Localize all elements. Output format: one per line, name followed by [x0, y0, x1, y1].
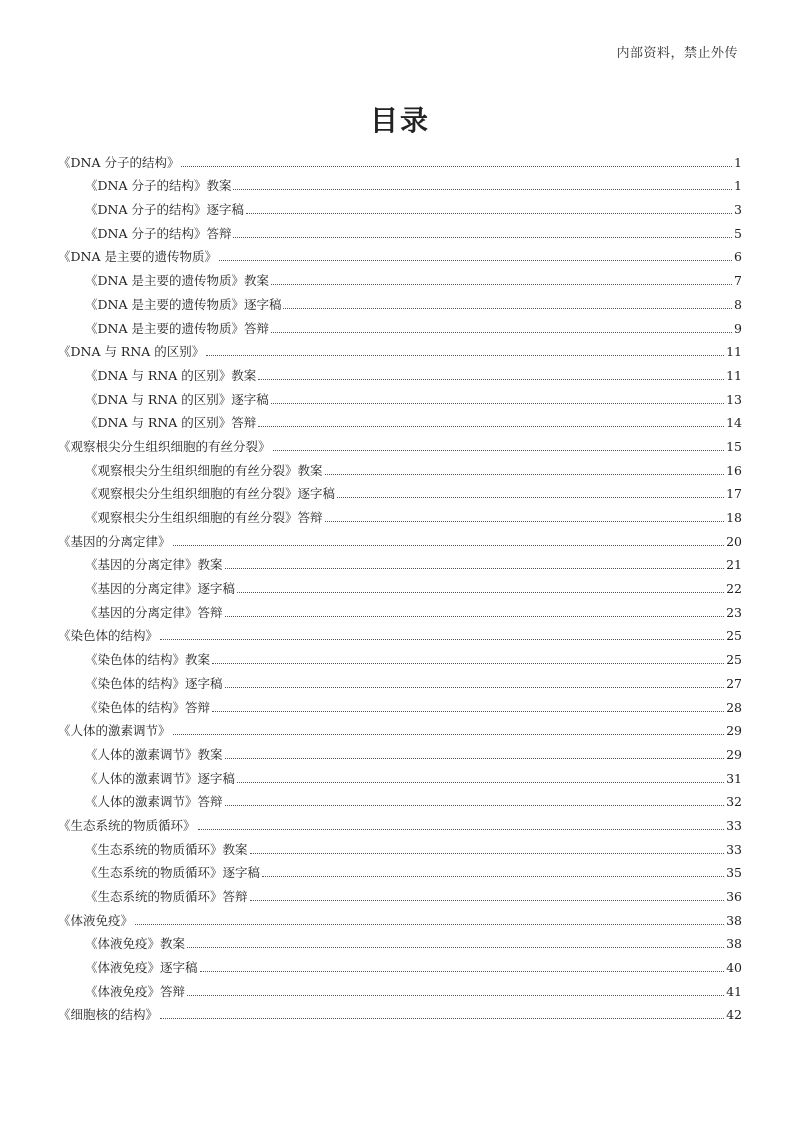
toc-entry-label: 《基因的分离定律》逐字稿	[85, 581, 236, 597]
toc-page-number: 3	[734, 202, 742, 218]
toc-dot-leader	[181, 166, 732, 167]
toc-dot-leader	[206, 355, 724, 356]
toc-dot-leader	[200, 971, 725, 972]
toc-page-number: 29	[726, 746, 742, 762]
toc-entry-label: 《DNA 与 RNA 的区别》答辩	[85, 415, 257, 431]
toc-entry-label: 《DNA 是主要的遗传物质》	[58, 249, 217, 265]
toc-entry-label: 《DNA 分子的结构》教案	[85, 178, 232, 194]
toc-page-number: 6	[734, 249, 742, 265]
toc-entry-label: 《生态系统的物质循环》答辩	[85, 889, 248, 904]
toc-subentry[interactable]	[58, 573, 742, 597]
toc-page-number: 5	[734, 225, 742, 241]
toc-page-number: 36	[726, 889, 742, 904]
toc-page-number: 18	[726, 510, 742, 525]
toc-entry-label: 《生态系统的物质循环》教案	[85, 841, 248, 857]
toc-subentry[interactable]	[58, 384, 742, 408]
toc-page-number: 38	[726, 912, 742, 928]
toc-page-number: 23	[726, 604, 742, 620]
toc-entry[interactable]	[58, 431, 742, 455]
toc-dot-leader	[237, 782, 724, 783]
toc-entry-label: 《观察根尖分生组织细胞的有丝分裂》逐字稿	[85, 486, 336, 502]
toc-entry[interactable]	[58, 147, 742, 171]
toc-entry-label: 《DNA 与 RNA 的区别》	[58, 344, 205, 360]
toc-page-number: 20	[726, 533, 742, 549]
toc-dot-leader	[173, 734, 725, 735]
toc-entry-label: 《染色体的结构》	[58, 628, 159, 644]
toc-page-number: 7	[734, 273, 742, 289]
toc-page-number: 31	[726, 770, 742, 786]
toc-entry-label: 《基因的分离定律》教案	[85, 557, 223, 573]
toc-subentry[interactable]	[58, 834, 742, 858]
toc-entry-label: 《人体的激素调节》	[58, 723, 171, 739]
toc-subentry[interactable]	[58, 550, 742, 574]
toc-page-number: 17	[726, 486, 742, 502]
toc-page-number: 35	[726, 865, 742, 881]
toc-entry[interactable]	[58, 621, 742, 645]
toc-entry-label: 《DNA 是主要的遗传物质》逐字稿	[85, 296, 282, 312]
toc-entry-label: 《体液免疫》答辩	[85, 983, 186, 999]
toc-subentry[interactable]	[58, 668, 742, 692]
toc-entry[interactable]	[58, 526, 742, 550]
toc-subentry[interactable]	[58, 265, 742, 289]
toc-page-number: 14	[726, 415, 742, 431]
toc-entry[interactable]	[58, 905, 742, 929]
toc-entry-label: 《观察根尖分生组织细胞的有丝分裂》	[58, 438, 271, 454]
toc-dot-leader	[246, 213, 732, 214]
toc-entry-label: 《染色体的结构》答辩	[85, 699, 211, 715]
toc-dot-leader	[325, 474, 725, 475]
toc-subentry[interactable]	[58, 313, 742, 337]
toc-entry-label: 《体液免疫》逐字稿	[85, 960, 198, 976]
toc-dot-leader	[258, 379, 724, 380]
toc-page-number: 25	[726, 628, 742, 644]
toc-entry[interactable]	[58, 716, 742, 740]
page-title: 目录	[369, 103, 430, 137]
toc-page-number: 1	[734, 178, 742, 194]
toc-page-number: 33	[726, 817, 742, 833]
toc-subentry[interactable]	[58, 455, 742, 479]
toc-page-number: 11	[726, 344, 742, 360]
toc-dot-leader	[160, 1018, 724, 1019]
toc-subentry[interactable]	[58, 218, 742, 242]
toc-page-number: 27	[726, 675, 742, 691]
toc-entry-label: 《生态系统的物质循环》	[58, 817, 196, 833]
toc-dot-leader	[258, 426, 724, 427]
toc-dot-leader	[271, 284, 732, 285]
confidential-note: 内部资料，禁止外传	[616, 46, 738, 61]
toc-entry-label: 《DNA 与 RNA 的区别》教案	[85, 367, 257, 383]
toc-dot-leader	[225, 687, 725, 688]
toc-page-number: 9	[734, 320, 742, 336]
toc-entry[interactable]	[58, 337, 742, 361]
toc-dot-leader	[187, 995, 724, 996]
toc-dot-leader	[325, 521, 725, 522]
toc-dot-leader	[237, 592, 724, 593]
toc-dot-leader	[337, 497, 724, 498]
toc-entry-label: 《体液免疫》	[58, 912, 134, 928]
toc-subentry[interactable]	[58, 929, 742, 953]
toc-dot-leader	[283, 308, 732, 309]
toc-entry-label: 《染色体的结构》逐字稿	[85, 675, 223, 691]
toc-entry-label: 《基因的分离定律》答辩	[85, 604, 223, 620]
toc-entry-label: 《DNA 是主要的遗传物质》教案	[85, 273, 269, 289]
toc-dot-leader	[273, 450, 725, 451]
toc-subentry[interactable]	[58, 881, 742, 905]
toc-dot-leader	[212, 711, 724, 712]
toc-entry-label: 《观察根尖分生组织细胞的有丝分裂》教案	[85, 462, 323, 478]
toc-subentry[interactable]	[58, 858, 742, 882]
toc-dot-leader	[250, 853, 725, 854]
toc-page-number: 41	[726, 983, 742, 999]
toc-page-number: 40	[726, 960, 742, 976]
toc-dot-leader	[198, 829, 725, 830]
toc-page-number: 8	[734, 296, 742, 312]
toc-entry-label: 《基因的分离定律》	[58, 533, 171, 549]
toc-entry[interactable]	[58, 1000, 742, 1024]
toc-page-number: 28	[726, 699, 742, 715]
toc-entry-label: 《观察根尖分生组织细胞的有丝分裂》答辩	[85, 510, 323, 525]
toc-dot-leader	[135, 924, 724, 925]
toc-entry-label: 《生态系统的物质循环》逐字稿	[85, 865, 261, 881]
toc-entry-label: 《人体的激素调节》逐字稿	[85, 770, 236, 786]
toc-subentry[interactable]	[58, 479, 742, 503]
toc-subentry[interactable]	[58, 171, 742, 195]
toc-page-number: 32	[726, 794, 742, 810]
toc-dot-leader	[187, 947, 724, 948]
toc-dot-leader	[225, 758, 725, 759]
toc-subentry[interactable]	[58, 408, 742, 432]
toc-dot-leader	[160, 639, 724, 640]
toc-page-number: 21	[726, 557, 742, 573]
toc-subentry[interactable]	[58, 289, 742, 313]
toc-subentry[interactable]	[58, 952, 742, 976]
toc-entry-label: 《DNA 分子的结构》答辩	[85, 225, 232, 241]
toc-page-number: 11	[726, 367, 742, 383]
toc-dot-leader	[219, 260, 732, 261]
toc-entry-label: 《DNA 分子的结构》逐字稿	[85, 202, 244, 218]
toc-entry-label: 《DNA 分子的结构》	[58, 154, 180, 170]
toc-page-number: 1	[734, 154, 742, 170]
toc-entry-label: 《人体的激素调节》答辩	[85, 794, 223, 810]
toc-page-number: 13	[726, 391, 742, 407]
toc-page-number: 16	[726, 462, 742, 478]
toc-dot-leader	[233, 237, 732, 238]
toc-entry-label: 《DNA 是主要的遗传物质》答辩	[85, 320, 269, 336]
toc-entry-label: 《DNA 与 RNA 的区别》逐字稿	[85, 391, 269, 407]
table-of-contents	[58, 147, 742, 1023]
toc-subentry[interactable]	[58, 194, 742, 218]
toc-entry-label: 《细胞核的结构》	[58, 1007, 159, 1023]
toc-entry[interactable]	[58, 810, 742, 834]
toc-dot-leader	[212, 663, 724, 664]
toc-dot-leader	[225, 805, 725, 806]
toc-entry-label: 《体液免疫》教案	[85, 936, 186, 952]
toc-entry[interactable]	[58, 242, 742, 266]
toc-dot-leader	[271, 403, 724, 404]
toc-subentry[interactable]	[58, 360, 742, 384]
toc-dot-leader	[250, 900, 725, 901]
toc-subentry[interactable]	[58, 692, 742, 716]
toc-subentry[interactable]	[58, 739, 742, 763]
toc-dot-leader	[225, 568, 725, 569]
toc-subentry[interactable]	[58, 597, 742, 621]
toc-dot-leader	[233, 189, 732, 190]
toc-entry-label: 《染色体的结构》教案	[85, 652, 211, 668]
toc-page-number: 22	[726, 581, 742, 597]
toc-dot-leader	[225, 616, 725, 617]
toc-subentry[interactable]	[58, 787, 742, 811]
toc-page-number: 15	[726, 438, 742, 454]
toc-dot-leader	[262, 876, 724, 877]
toc-page-number: 29	[726, 723, 742, 739]
toc-subentry[interactable]	[58, 644, 742, 668]
toc-dot-leader	[173, 545, 725, 546]
toc-entry-label: 《人体的激素调节》教案	[85, 746, 223, 762]
toc-page-number: 25	[726, 652, 742, 668]
toc-subentry[interactable]	[58, 502, 742, 526]
toc-page-number: 38	[726, 936, 742, 952]
toc-page-number: 33	[726, 841, 742, 857]
toc-subentry[interactable]	[58, 763, 742, 787]
toc-subentry[interactable]	[58, 976, 742, 1000]
toc-dot-leader	[271, 332, 732, 333]
toc-page-number: 42	[726, 1007, 742, 1023]
